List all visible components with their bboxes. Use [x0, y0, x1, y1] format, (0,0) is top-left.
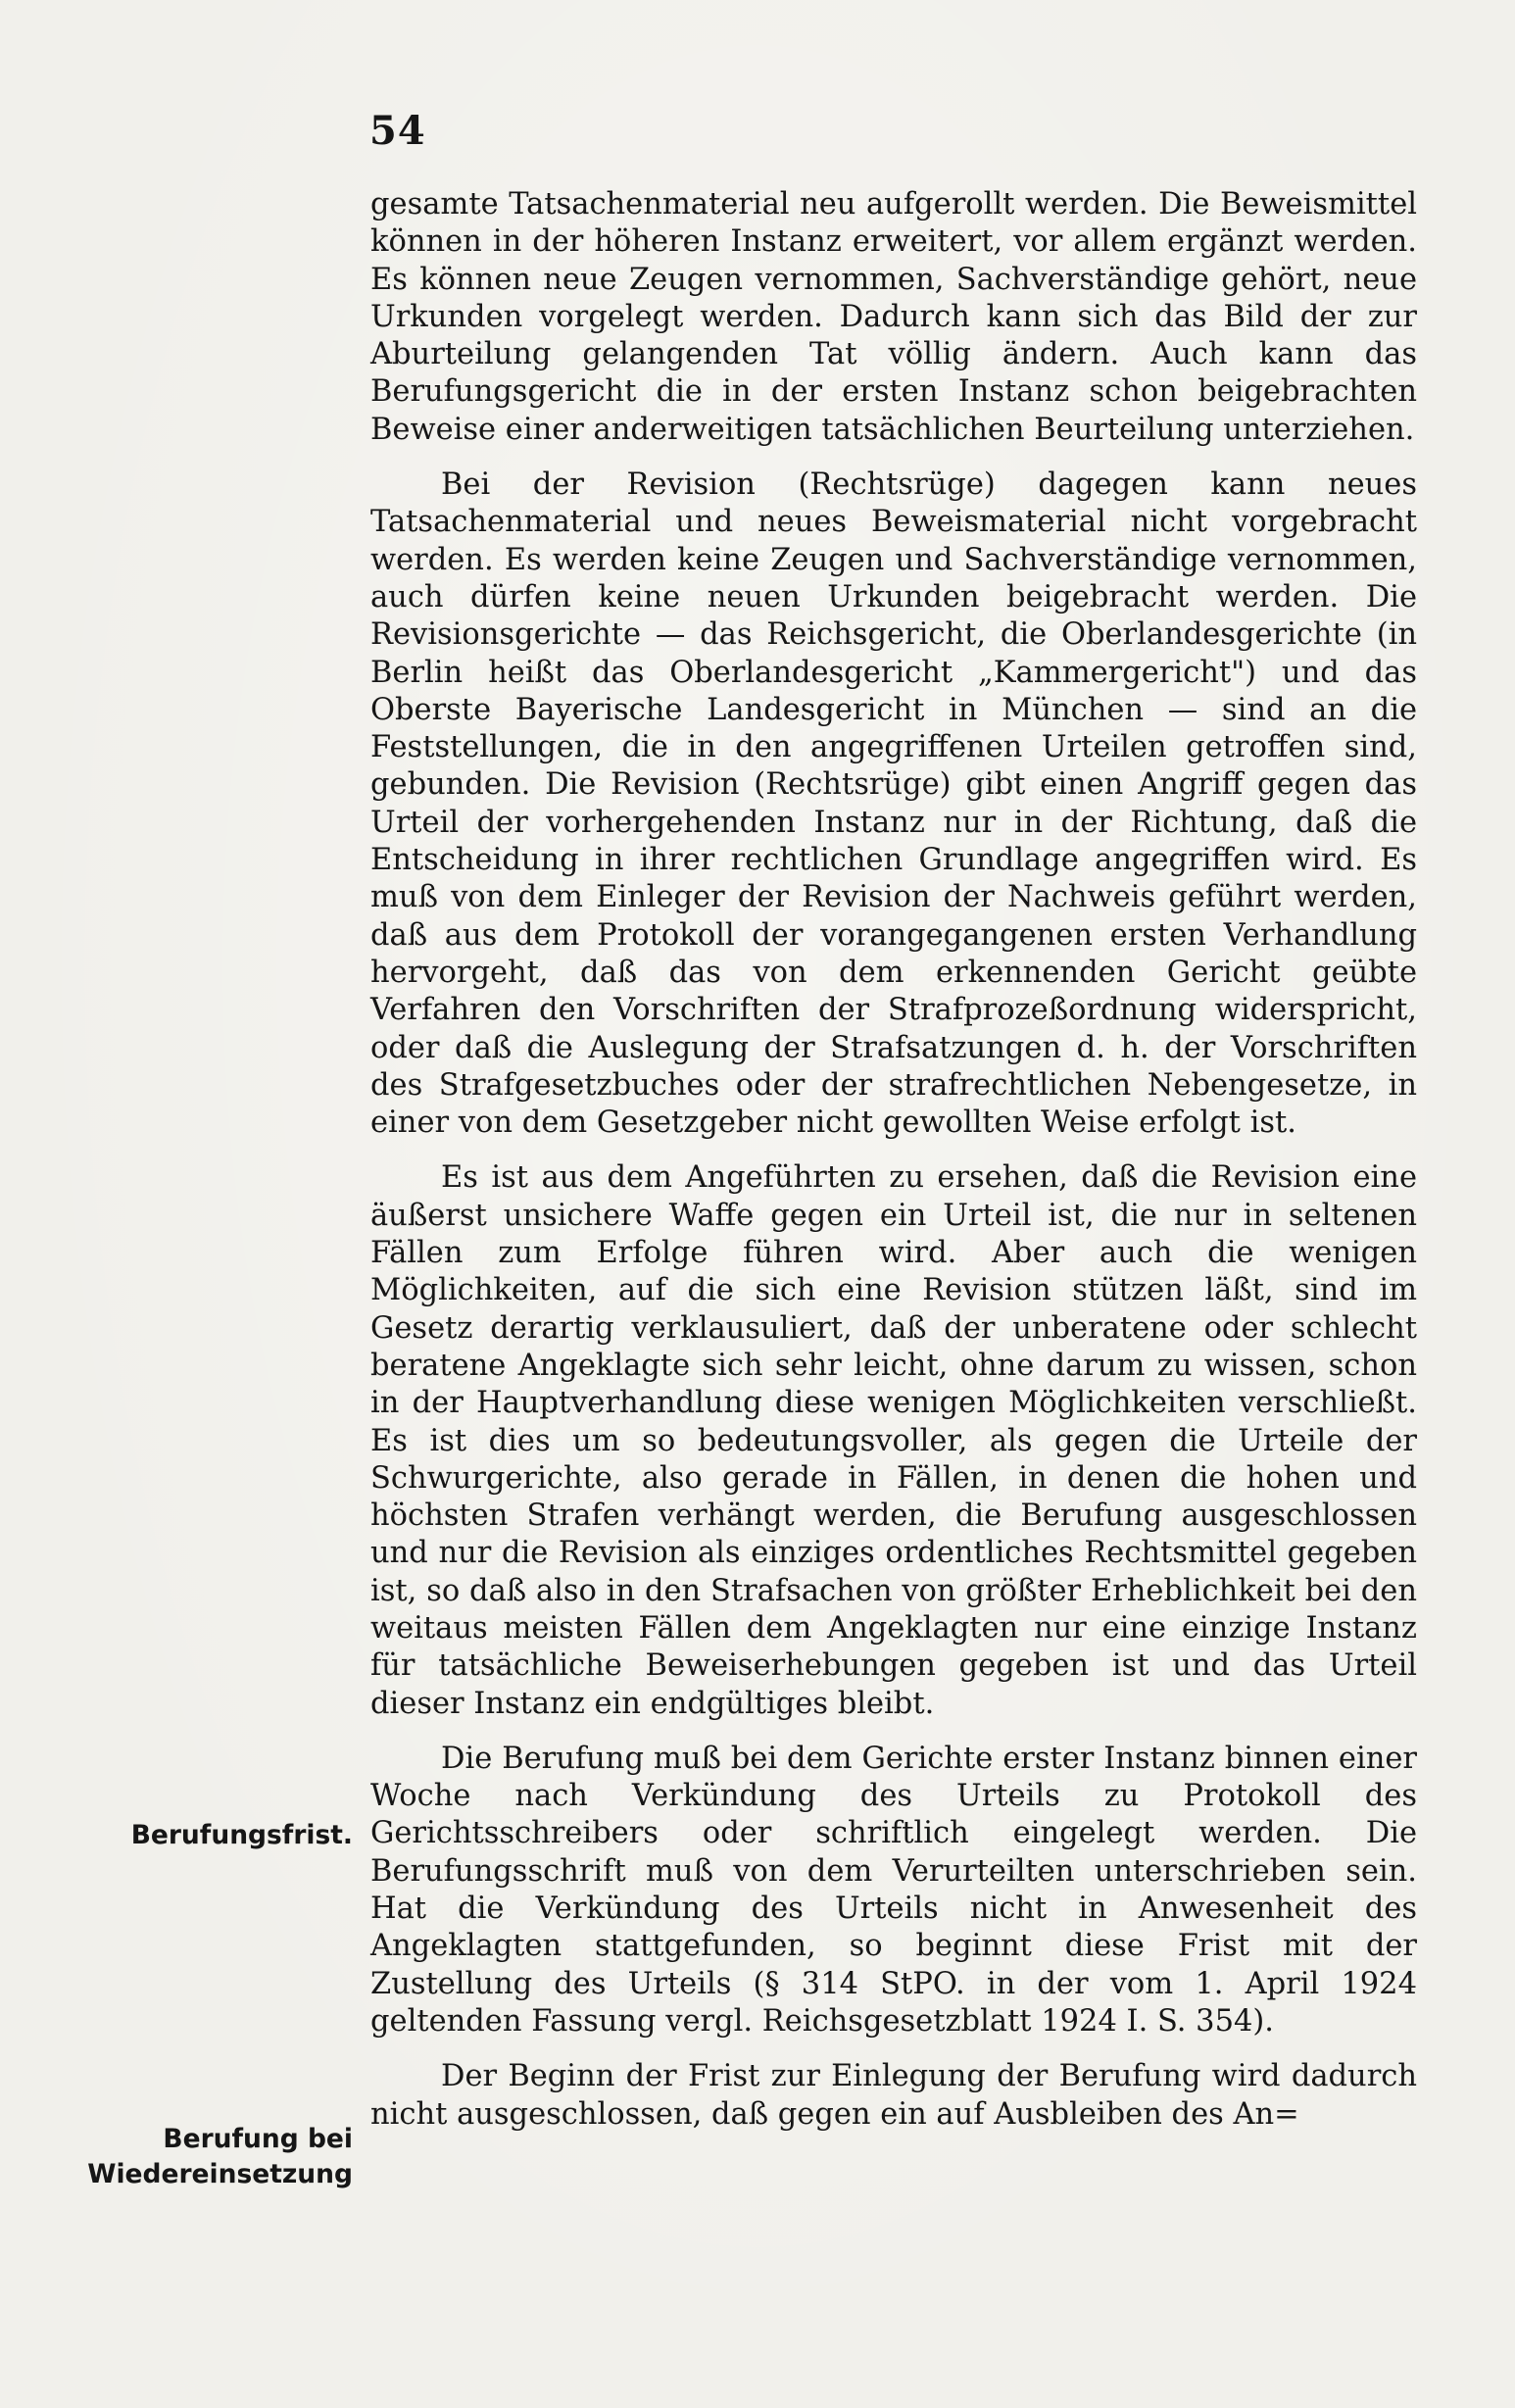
paragraph-5: Der Beginn der Frist zur Einlegung der Berufung wird dadurch nicht ausgeschlossen, daß gegen ein auf Ausbleiben des An= — [370, 2059, 1417, 2132]
margin-note-berufung-wiedereinsetzung — [69, 2122, 353, 2192]
paragraph-3: Es ist aus dem Angeführten zu ersehen, daß die Revision eine äußerst unsichere Waffe gegen ein Urteil ist, die nur in seltenen Fällen zum Erfolge führen wird. Aber auch die wenigen Möglichkeiten, auf die sich eine Revision stützen läßt, sind im Gesetz derartig verklausuliert, daß der unberatene oder schlecht beratene Angeklagte sich sehr leicht, ohne darum zu wissen, schon in der Hauptverhandlung diese wenigen Möglichkeiten verschließt. Es ist dies um so bedeutungsvoller, als gegen die Urteile der Schwurgerichte, also gerade in Fällen, in denen die hohen und höchsten Strafen verhängt werden, die Berufung ausgeschlossen und nur die Revision als einziges ordentliches Rechtsmittel gegeben ist, so daß also in den Strafsachen von größter Erheblichkeit bei den weitaus meisten Fällen dem Angeklagten nur eine einzige Instanz für tatsächliche Beweiserhebungen gegeben ist und das Urteil dieser Instanz ein endgültiges bleibt. — [370, 1160, 1417, 1721]
main-text-column — [370, 186, 1417, 2134]
margin-note-text: Berufungsfrist. — [130, 1820, 353, 1850]
paragraph-2: Bei der Revision (Rechtsrüge) dagegen kann neues Tatsachenmaterial und neues Beweismaterial nicht vorgebracht werden. Es werden keine Zeugen und Sachverständige vernommen, auch dürfen keine neuen Urkunden beigebracht werden. Die Revisionsgerichte — das Reichsgericht, die Oberlandesgerichte (in Berlin heißt das Oberlandesgericht „Kammergericht") und das Oberste Bayerische Landesgericht in München — sind an die Feststellungen, die in den angegriffenen Urteilen getroffen sind, gebunden. Die Revision (Rechtsrüge) gibt einen Angriff gegen das Urteil der vorhergehenden Instanz nur in der Richtung, daß die Entscheidung in ihrer rechtlichen Grundlage angegriffen wird. Es muß von dem Einleger der Revision der Nachweis geführt werden, daß aus dem Protokoll der vorangegangenen ersten Verhandlung hervorgeht, daß das von dem erkennenden Gericht geübte Verfahren den Vorschriften der Strafprozeßordnung widerspricht, oder daß die Auslegung der Strafsatzungen d. h. der Vorschriften des Strafgesetzbuches oder der strafrechtlichen Nebengesetze, in einer von dem Gesetzgeber nicht gewollten Weise erfolgt ist. — [370, 467, 1417, 1141]
margin-note-line-2: Wiedereinsetzung — [87, 2159, 353, 2189]
margin-note-berufungsfrist — [69, 1818, 353, 1853]
paragraph-1: gesamte Tatsachenmaterial neu aufgerollt werden. Die Beweismittel können in der höheren Instanz erweitert, vor allem ergänzt werden. Es können neue Zeugen vernommen, Sachverständige gehört, neue Urkunden vorgelegt werden. Dadurch kann sich das Bild der zur Aburteilung gelangenden Tat völlig ändern. Auch kann das Berufungsgericht die in der ersten Instanz schon beigebrachten Beweise einer anderweitigen tatsächlichen Beurteilung unterziehen. — [370, 187, 1417, 447]
paragraph-4: Die Berufung muß bei dem Gerichte erster Instanz binnen einer Woche nach Verkündung des Urteils zu Protokoll des Gerichtsschreibers oder schriftlich eingelegt werden. Die Berufungsschrift muß von dem Verurteilten unterschrieben sein. Hat die Verkündung des Urteils nicht in Anwesenheit des Angeklagten stattgefunden, so beginnt diese Frist mit der Zustellung des Urteils (§ 314 StPO. in der vom 1. April 1924 geltenden Fassung vergl. Reichsgesetzblatt 1924 I. S. 354). — [370, 1741, 1417, 2039]
page-number: 54 — [369, 108, 426, 154]
margin-note-line-1: Berufung bei — [163, 2124, 353, 2154]
